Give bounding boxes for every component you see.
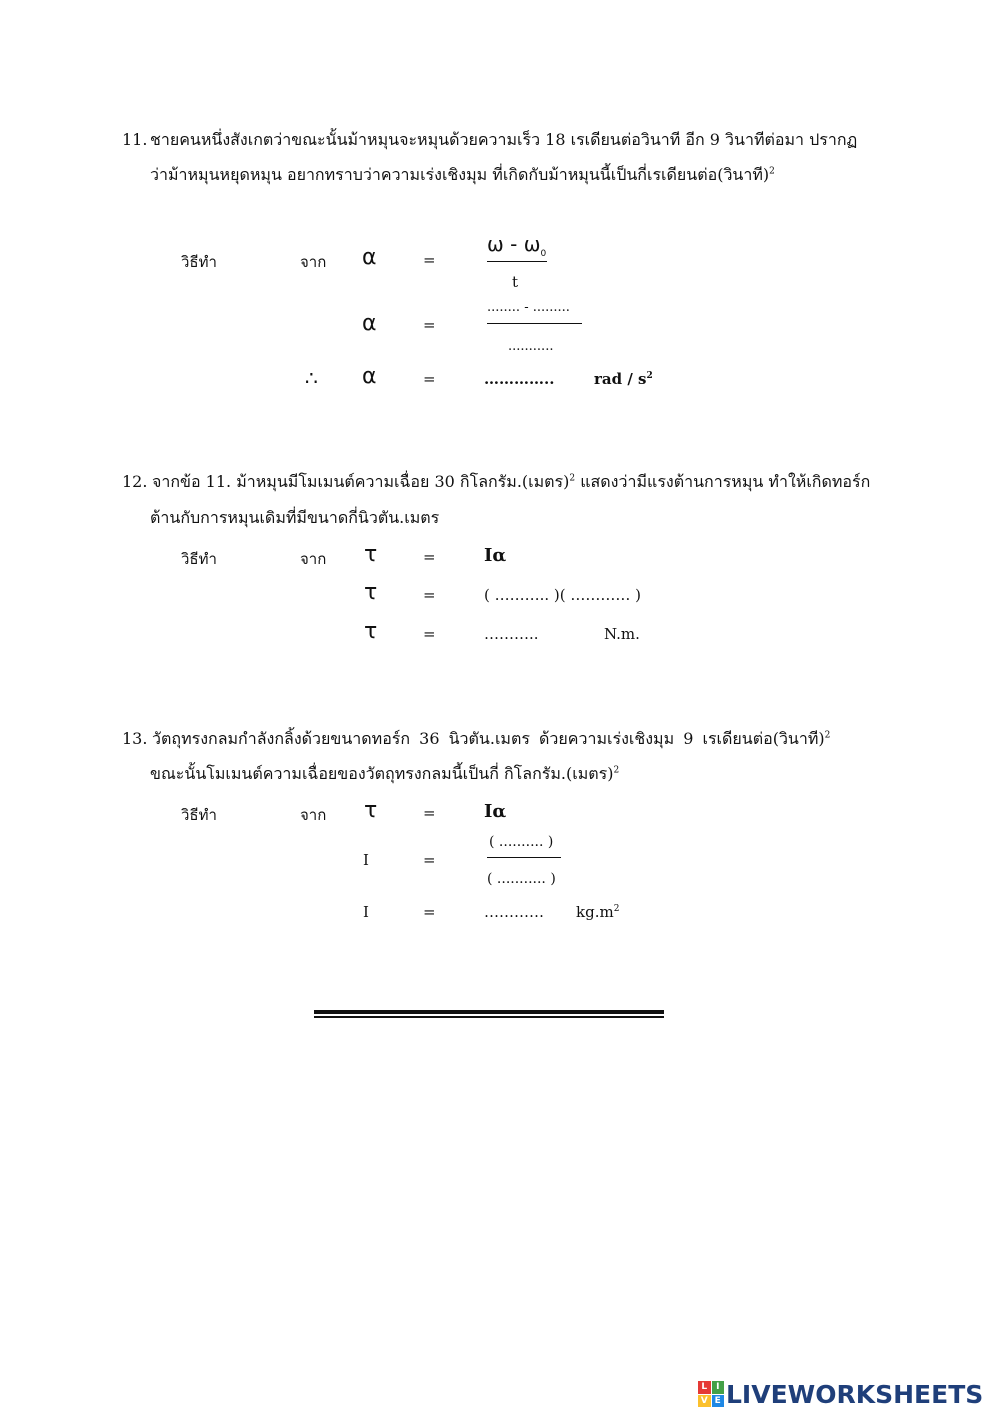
q12-blank-product[interactable]: ( ……….. )( ………… ) xyxy=(484,586,642,604)
q12-method-label: วิธีทำ xyxy=(181,550,217,568)
q11-equals-2: = xyxy=(423,316,436,334)
section-divider-thin xyxy=(314,1016,664,1018)
q11-answer-blank[interactable]: ………….. xyxy=(484,370,555,388)
q13-equals-2: = xyxy=(423,851,436,869)
q11-blank-fraction-line xyxy=(487,323,582,324)
q13-number: 13. xyxy=(122,729,148,748)
q12-tau-2: τ xyxy=(364,580,378,605)
q12-equals-3: = xyxy=(423,625,436,643)
liveworksheets-wordmark: LIVEWORKSHEETS xyxy=(726,1379,984,1409)
q13-answer-unit: $kg.m^2$ xyxy=(576,903,620,921)
q12-equals-1: = xyxy=(423,548,436,566)
q13-tau: τ xyxy=(364,798,378,823)
q12-formula: Iα xyxy=(484,545,507,566)
q12-answer-unit: N.m. xyxy=(604,625,640,643)
q11-blank-denominator[interactable]: ........... xyxy=(508,339,554,354)
badge-letter-3: V xyxy=(698,1395,711,1408)
q11-alpha-1: α xyxy=(362,245,377,270)
q11-alpha-3: α xyxy=(362,364,377,389)
q13-text-line2: ขณะนั้นโมเมนต์ความเฉื่อยของวัตถุทรงกลมนี้เป็นกี่ กิโลกรัม.(เมตร)$^2$ xyxy=(150,764,620,783)
q11-equals-1: = xyxy=(423,251,436,269)
q11-text-line2: ว่าม้าหมุนหยุดหมุน อยากทราบว่าความเร่งเชิงมุม ที่เกิดกับม้าหมุนนี้เป็นกี่เรเดียนต่อ(วินาที)$^2$ xyxy=(150,165,775,184)
q12-text-line2: ต้านกับการหมุนเดิมที่มีขนาดกี่นิวตัน.เมตร xyxy=(150,508,440,527)
q13-equals-1: = xyxy=(423,804,436,822)
q12-answer-blank[interactable]: ……….. xyxy=(484,625,539,643)
q11-text-line1: ชายคนหนึ่งสังเกตว่าขณะนั้นม้าหมุนจะหมุนด้วยความเร็ว 18 เรเดียนต่อวินาที อีก 9 วินาทีต่อมา ปรากฏ xyxy=(150,130,858,149)
q13-equals-3: = xyxy=(423,903,436,921)
q11-equals-3: = xyxy=(423,370,436,388)
q11-alpha-2: α xyxy=(362,311,377,336)
q11-formula-numerator: ω - $\omega_0$ xyxy=(487,232,547,259)
badge-letter-4: E xyxy=(712,1395,725,1408)
liveworksheets-logo xyxy=(698,1380,983,1408)
q11-method-label: วิธีทำ xyxy=(181,253,217,271)
q12-text-line1: จากข้อ 11. ม้าหมุนมีโมเมนต์ความเฉื่อย 30 กิโลกรัม.(เมตร)$^2$ แสดงว่ามีแรงต้านการหมุน ทำให้เกิดทอร์ก xyxy=(152,472,871,491)
q11-formula-denominator: t xyxy=(512,273,519,291)
q13-I-label-1: I xyxy=(363,851,369,869)
q13-blank-fraction-line xyxy=(487,857,561,858)
q11-answer-unit: rad / $s^2$ xyxy=(594,370,653,388)
liveworksheets-badge-icon xyxy=(698,1381,724,1407)
q11-formula-fraction-line xyxy=(487,261,547,262)
q12-tau-1: τ xyxy=(364,542,378,567)
q13-answer-blank[interactable]: ………… xyxy=(484,903,544,921)
q13-blank-numerator[interactable]: ( .......... ) xyxy=(489,834,554,850)
q13-blank-denominator[interactable]: ( ........... ) xyxy=(487,871,556,887)
q12-number: 12. xyxy=(122,472,148,491)
q13-from-label: จาก xyxy=(300,806,327,824)
q13-method-label: วิธีทำ xyxy=(181,806,217,824)
q13-text-line1: วัตถุทรงกลมกำลังกลิ้งด้วยขนาดทอร์ก 36 นิวตัน.เมตร ด้วยความเร่งเชิงมุม 9 เรเดียนต่อ(วินาที)$^2$ xyxy=(152,729,831,748)
badge-letter-1: L xyxy=(698,1381,711,1394)
badge-letter-2: I xyxy=(712,1381,725,1394)
therefore-symbol: ∴ xyxy=(305,366,318,390)
section-divider-thick xyxy=(314,1010,664,1014)
q12-tau-3: τ xyxy=(364,619,378,644)
q13-I-label-2: I xyxy=(363,903,369,921)
q11-blank-numerator[interactable]: ........ - ......... xyxy=(487,300,570,315)
q12-equals-2: = xyxy=(423,586,436,604)
q11-number: 11. xyxy=(122,130,148,149)
q12-from-label: จาก xyxy=(300,550,327,568)
q13-formula: Iα xyxy=(484,801,507,822)
q11-from-label: จาก xyxy=(300,253,327,271)
